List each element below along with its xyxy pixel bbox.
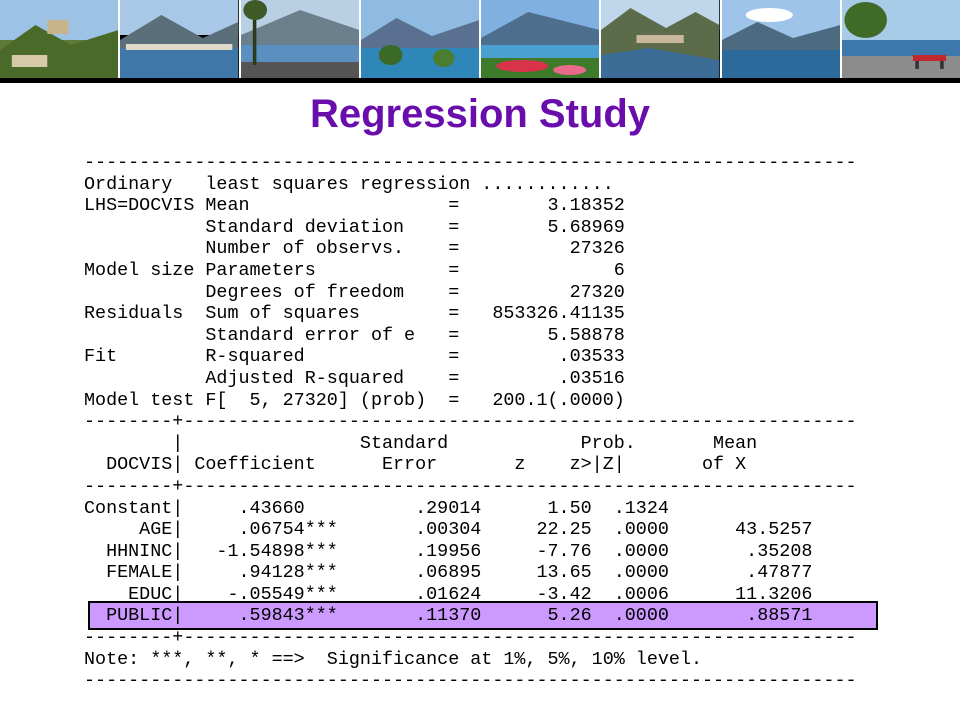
mountain-lake-aerial-photo bbox=[601, 0, 721, 78]
lake-town-photo bbox=[120, 0, 240, 78]
summary-row: Degrees of freedom = 27320 bbox=[84, 281, 625, 303]
coefficient-row: HHNINC| -1.54898*** .19956 -7.76 .0000 .35208 bbox=[84, 540, 813, 562]
summary-row: Residuals Sum of squares = 853326.41135 bbox=[84, 303, 625, 325]
separator-line: ---------------------------------------------------------------------- bbox=[84, 152, 857, 173]
summary-row: Standard error of e = 5.58878 bbox=[84, 324, 625, 346]
coefficient-row: PUBLIC| .59843*** .11370 5.26 .0000 .88571 bbox=[84, 605, 813, 627]
table-header-row: | Standard Prob. Mean bbox=[84, 432, 758, 454]
photo-banner bbox=[0, 0, 960, 78]
summary-row: Adjusted R-squared = .03516 bbox=[84, 367, 625, 389]
coefficient-row: FEMALE| .94128*** .06895 13.65 .0000 .47877 bbox=[84, 562, 813, 584]
regression-output bbox=[84, 152, 904, 692]
summary-row: Standard deviation = 5.68969 bbox=[84, 216, 625, 238]
separator-line: --------+------------------------------------------------------------- bbox=[84, 475, 857, 497]
coefficient-row: EDUC| -.05549*** .01624 -3.42 .0006 11.3206 bbox=[84, 583, 813, 605]
summary-row: LHS=DOCVIS Mean = 3.18352 bbox=[84, 195, 625, 217]
flower-park-photo bbox=[481, 0, 601, 78]
page-title: Regression Study bbox=[309, 92, 651, 136]
promenade-bench-photo bbox=[842, 0, 960, 78]
separator-line: --------+------------------------------------------------------------- bbox=[84, 411, 857, 433]
coefficient-row: Constant| .43660 .29014 1.50 .1324 bbox=[84, 497, 813, 519]
table-header-row: DOCVIS| Coefficient Error z z>|Z| of X bbox=[84, 454, 747, 476]
banner-divider bbox=[0, 78, 960, 83]
summary-row: Fit R-squared = .03533 bbox=[84, 346, 625, 368]
separator-line: ---------------------------------------------------------------------- bbox=[84, 670, 857, 692]
tree-lined-shore-photo bbox=[361, 0, 481, 78]
separator-line: --------+------------------------------------------------------------- bbox=[84, 627, 857, 649]
significance-note: Note: ***, **, * ==> Significance at 1%, 5%, 10% level. bbox=[84, 648, 703, 670]
summary-row: Model test F[ 5, 27320] (prob) = 200.1(.0000) bbox=[84, 389, 625, 411]
summary-row: Number of observs. = 27326 bbox=[84, 238, 625, 260]
castle-hill-photo bbox=[0, 0, 120, 78]
coefficient-row: AGE| .06754*** .00304 22.25 .0000 43.5257 bbox=[84, 519, 813, 541]
summary-row: Model size Parameters = 6 bbox=[84, 259, 625, 281]
lakeside-promenade-photo bbox=[241, 0, 361, 78]
summary-row: Ordinary least squares regression ............ bbox=[84, 173, 614, 195]
lake-vista-photo bbox=[722, 0, 842, 78]
